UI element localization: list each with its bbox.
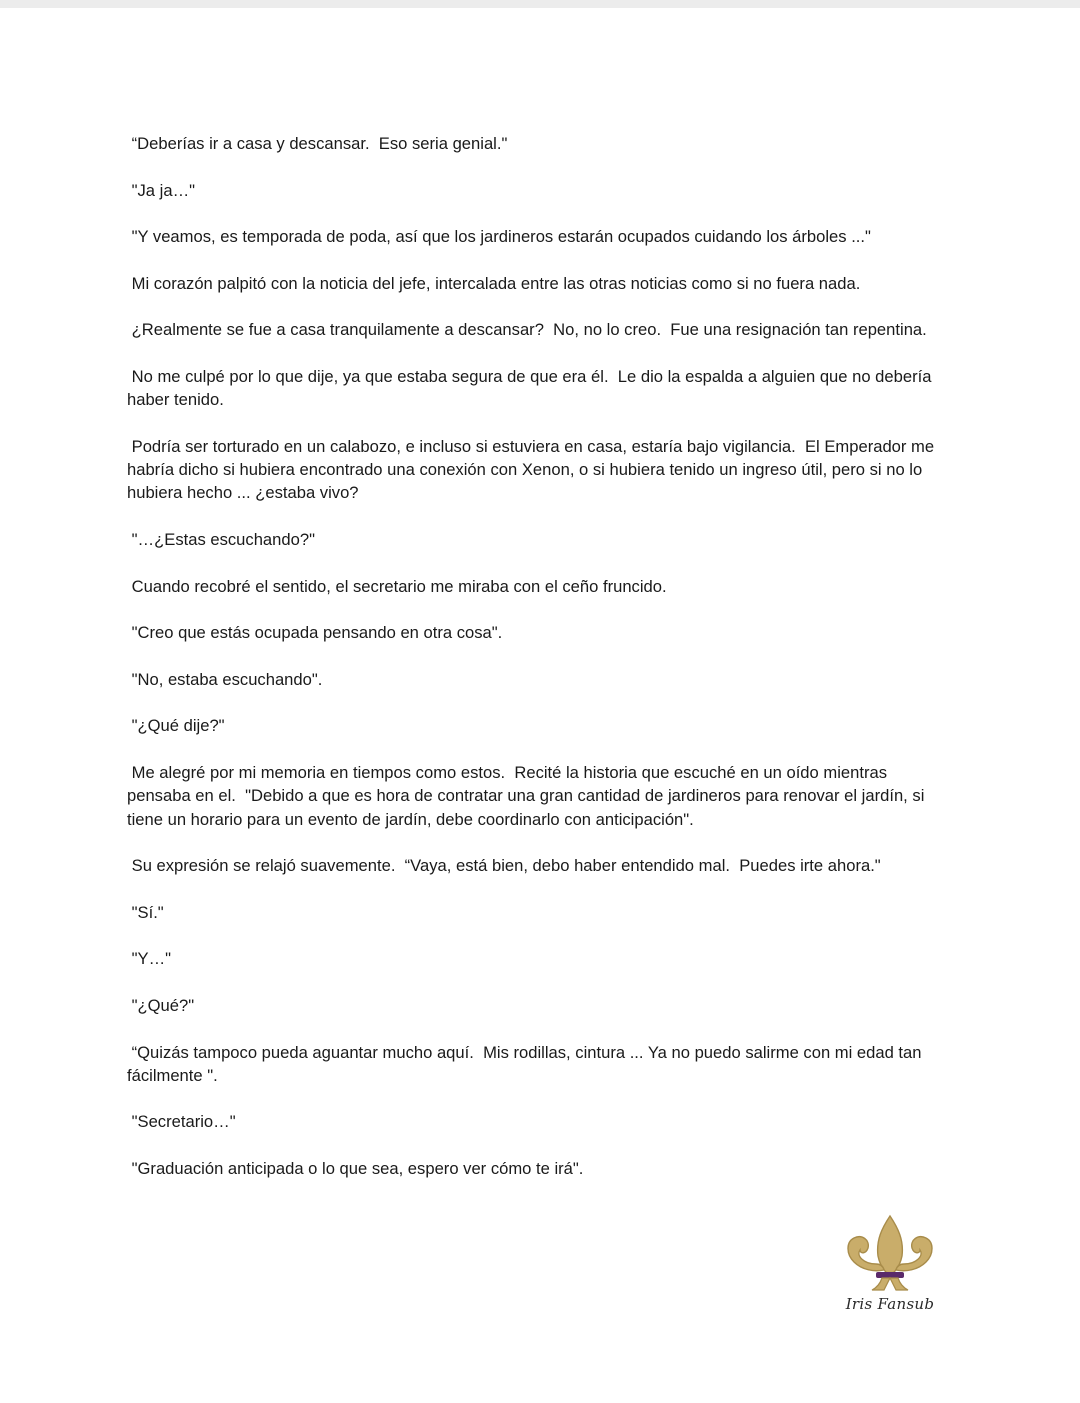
- paragraph: "Ja ja…": [127, 180, 196, 200]
- watermark-logo: [838, 1212, 942, 1322]
- paragraph: Cuando recobré el sentido, el secretario me miraba con el ceño fruncido.: [127, 576, 667, 596]
- paragraph: Me alegré por mi memoria en tiempos como estos. Recité la historia que escuché en un oído mientras pensaba en el. "Debido a que es hora de contratar una gran cantidad de jardineros para renovar el jardín, si tiene un horario para un evento de jardín, debe coordinarlo con anticipación".: [127, 763, 930, 829]
- paragraph: ¿Realmente se fue a casa tranquilamente a descansar? No, no lo creo. Fue una resignación tan repentina.: [127, 320, 927, 340]
- paragraph: Su expresión se relajó suavemente. “Vaya, está bien, debo haber entendido mal. Puedes irte ahora.": [127, 856, 881, 876]
- watermark-text: Iris Fansub: [845, 1295, 935, 1313]
- paragraph: "Graduación anticipada o lo que sea, espero ver cómo te irá".: [127, 1159, 584, 1179]
- paragraph: "Secretario…": [127, 1112, 236, 1132]
- paragraph: "No, estaba escuchando".: [127, 669, 323, 689]
- paragraph: “Quizás tampoco pueda aguantar mucho aquí. Mis rodillas, cintura ... Ya no puedo salirme con mi edad tan fácilmente ".: [127, 1042, 927, 1085]
- paragraph: "…¿Estas escuchando?": [127, 530, 315, 550]
- paragraph: Mi corazón palpitó con la noticia del jefe, intercalada entre las otras noticias como si no fuera nada.: [127, 273, 861, 293]
- fleur-de-lis-icon: [838, 1212, 942, 1294]
- paragraph: “Deberías ir a casa y descansar. Eso seria genial.": [127, 134, 508, 153]
- paragraph: "Creo que estás ocupada pensando en otra cosa".: [127, 623, 503, 643]
- paragraph: No me culpé por lo que dije, ya que estaba segura de que era él. Le dio la espalda a alguien que no debería haber tenido.: [127, 366, 937, 410]
- paragraph: "¿Qué?": [127, 995, 195, 1015]
- document-body: [127, 132, 952, 1204]
- paragraph: Podría ser torturado en un calabozo, e incluso si estuviera en casa, estaría bajo vigilancia. El Emperador me habría dicho si hubiera encontrado una conexión con Xenon, o si hubiera tenido un ingreso útil, pero si no lo hubiera hecho ... ¿estaba vivo?: [127, 436, 939, 503]
- paragraph: "Sí.": [127, 902, 164, 922]
- paragraph: "Y veamos, es temporada de poda, así que los jardineros estarán ocupados cuidando los árboles ...": [127, 227, 871, 247]
- paragraph: "¿Qué dije?": [127, 716, 225, 736]
- top-strip: [0, 0, 1080, 8]
- paragraph: "Y…": [127, 949, 172, 969]
